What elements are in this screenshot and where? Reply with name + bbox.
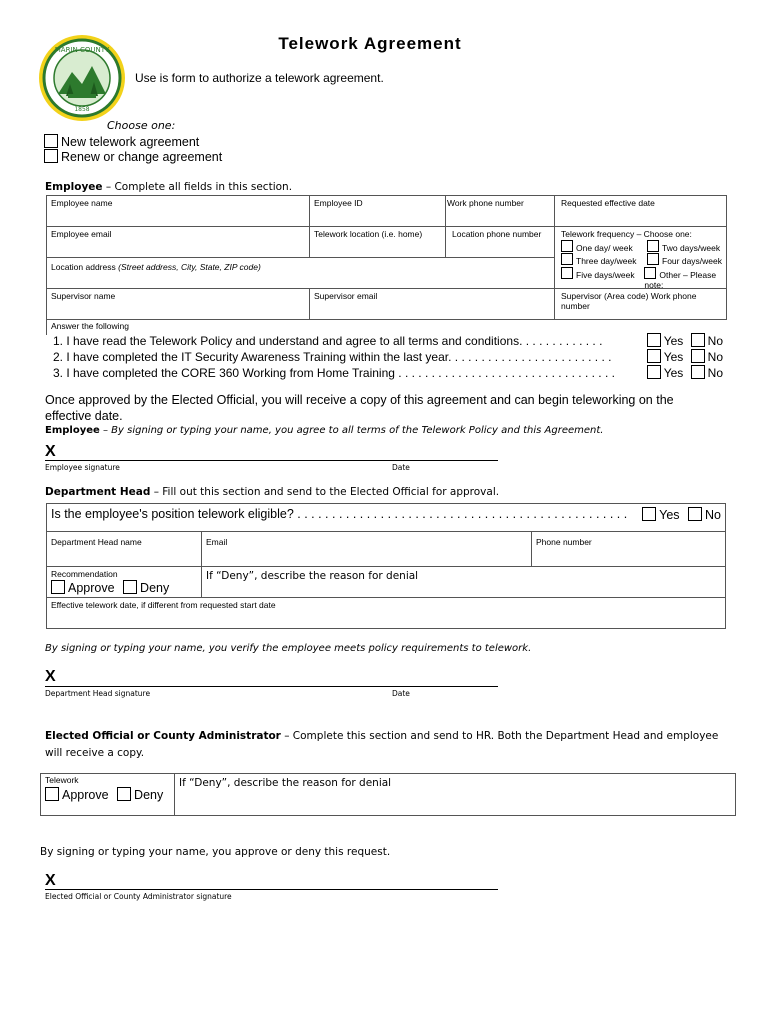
official-sign-note: By signing or typing your name, you approve or deny this request. bbox=[40, 846, 391, 858]
recommendation-box bbox=[47, 567, 202, 598]
yes-label: Yes bbox=[663, 350, 684, 364]
dept-deny-reason-label: If “Deny”, describe the reason for denial bbox=[206, 570, 419, 582]
two-days-label: Two days/week bbox=[662, 242, 721, 253]
work-phone-label: Work phone number bbox=[447, 198, 524, 208]
effective-date-field[interactable] bbox=[555, 196, 727, 227]
supervisor-email-field[interactable] bbox=[310, 289, 555, 320]
one-day-label: One day/ week bbox=[576, 242, 633, 253]
dept-effective-date-label: Effective telework date, if different from requested start date bbox=[51, 600, 276, 610]
yes-label: Yes bbox=[663, 366, 684, 380]
work-phone-field[interactable] bbox=[446, 196, 555, 227]
official-telework-label: Telework bbox=[45, 775, 79, 785]
dept-head-name-label: Department Head name bbox=[51, 537, 142, 547]
question-list bbox=[53, 333, 723, 381]
question-3-text: 3. I have completed the CORE 360 Working from Home Training . . . . . . . . . . . . . . . . . . . . . . . . . . . . . . . . . bbox=[53, 366, 615, 380]
seal-year: 1858 bbox=[74, 106, 90, 113]
no-label: No bbox=[707, 366, 723, 380]
four-days-checkbox[interactable] bbox=[647, 253, 659, 265]
official-decision-box bbox=[41, 774, 175, 816]
official-section-heading bbox=[45, 728, 725, 762]
question-row bbox=[53, 365, 723, 381]
dept-table bbox=[46, 503, 726, 629]
official-heading-bold: Elected Official or County Administrator bbox=[45, 730, 281, 742]
page-title: Telework Agreement bbox=[278, 34, 462, 53]
employee-heading-instruction: – Complete all fields in this section. bbox=[102, 181, 293, 193]
five-days-checkbox[interactable] bbox=[561, 267, 573, 279]
supervisor-email-label: Supervisor email bbox=[314, 291, 378, 301]
dept-signature-label: Department Head signature bbox=[45, 689, 151, 698]
official-deny-label: Deny bbox=[134, 788, 164, 802]
two-days-checkbox[interactable] bbox=[647, 240, 659, 252]
telework-location-label: Telework location (i.e. home) bbox=[314, 229, 423, 239]
official-signature-line[interactable] bbox=[45, 877, 498, 890]
employee-name-label: Employee name bbox=[51, 198, 113, 208]
employee-heading-bold: Employee bbox=[45, 181, 103, 193]
renew-agreement-checkbox[interactable] bbox=[44, 149, 58, 163]
question-2-text: 2. I have completed the IT Security Awareness Training within the last year. . . . . . . . . . . . . . . . . . . . . . . . . bbox=[53, 350, 612, 364]
telework-location-field[interactable] bbox=[310, 227, 446, 258]
seal-top-text: MARIN COUNTY bbox=[54, 46, 110, 54]
no-label: No bbox=[707, 334, 723, 348]
telework-frequency-box bbox=[555, 227, 727, 289]
dept-email-field[interactable] bbox=[202, 532, 532, 567]
dept-deny-reason-field[interactable] bbox=[202, 567, 726, 598]
employee-name-field[interactable] bbox=[47, 196, 310, 227]
page-subtitle: Use is form to authorize a telework agreement. bbox=[135, 71, 384, 85]
dept-section-heading bbox=[45, 486, 499, 498]
no-label: No bbox=[707, 350, 723, 364]
employee-section-heading bbox=[45, 181, 292, 193]
question-2-yes-checkbox[interactable] bbox=[647, 349, 661, 363]
official-approve-label: Approve bbox=[62, 788, 109, 802]
location-address-field[interactable] bbox=[47, 258, 555, 289]
official-heading-instruction: – Complete this section and send to HR. Both the Department Head and employee will receive a copy. bbox=[45, 730, 719, 759]
question-1-no-checkbox[interactable] bbox=[691, 333, 705, 347]
five-days-label: Five days/week bbox=[576, 269, 635, 280]
official-deny-reason-label: If “Deny”, describe the reason for denial bbox=[179, 777, 392, 789]
location-phone-label: Location phone number bbox=[452, 229, 542, 239]
location-address-label: Location address bbox=[51, 262, 116, 272]
employee-table bbox=[46, 195, 727, 335]
supervisor-phone-field[interactable] bbox=[555, 289, 727, 320]
eligible-no-label: No bbox=[705, 508, 721, 522]
employee-email-field[interactable] bbox=[47, 227, 310, 258]
one-day-checkbox[interactable] bbox=[561, 240, 573, 252]
three-day-label: Three day/week bbox=[576, 256, 637, 266]
dept-signature-x: X bbox=[45, 668, 56, 685]
answer-following-label: Answer the following bbox=[51, 321, 129, 331]
option-renew-agreement[interactable] bbox=[44, 149, 222, 164]
frequency-label: Telework frequency – Choose one: bbox=[561, 229, 692, 239]
employee-signature-x: X bbox=[45, 443, 56, 460]
question-2-no-checkbox[interactable] bbox=[691, 349, 705, 363]
question-row bbox=[53, 333, 723, 349]
new-agreement-checkbox[interactable] bbox=[44, 134, 58, 148]
question-1-text: 1. I have read the Telework Policy and understand and agree to all terms and conditions. . . . . . . . . . . . . bbox=[53, 334, 603, 348]
employee-signature-line[interactable] bbox=[45, 448, 498, 461]
official-table bbox=[40, 773, 736, 816]
supervisor-name-label: Supervisor name bbox=[51, 291, 116, 301]
other-checkbox[interactable] bbox=[644, 267, 656, 279]
question-1-yes-checkbox[interactable] bbox=[647, 333, 661, 347]
new-agreement-label: New telework agreement bbox=[61, 135, 200, 149]
location-phone-field[interactable] bbox=[446, 227, 555, 258]
employee-id-field[interactable] bbox=[310, 196, 446, 227]
eligible-yes-checkbox[interactable] bbox=[642, 507, 656, 521]
official-deny-checkbox[interactable] bbox=[117, 787, 131, 801]
three-day-checkbox[interactable] bbox=[561, 253, 573, 265]
question-3-yes-checkbox[interactable] bbox=[647, 365, 661, 379]
supervisor-name-field[interactable] bbox=[47, 289, 310, 320]
employee-date-label: Date bbox=[392, 463, 410, 472]
dept-phone-label: Phone number bbox=[536, 537, 592, 547]
recommend-deny-checkbox[interactable] bbox=[123, 580, 137, 594]
question-3-no-checkbox[interactable] bbox=[691, 365, 705, 379]
employee-email-label: Employee email bbox=[51, 229, 112, 239]
dept-heading-bold: Department Head bbox=[45, 486, 151, 498]
employee-sign-note-text: – By signing or typing your name, you agree to all terms of the Telework Policy and this Agreement. bbox=[99, 425, 604, 436]
yes-label: Yes bbox=[663, 334, 684, 348]
dept-email-label: Email bbox=[206, 537, 228, 547]
official-approve-checkbox[interactable] bbox=[45, 787, 59, 801]
option-new-agreement[interactable] bbox=[44, 134, 199, 149]
official-signature-x: X bbox=[45, 872, 56, 889]
employee-sign-note-bold: Employee bbox=[45, 425, 100, 436]
dept-sign-note: By signing or typing your name, you verify the employee meets policy requirements to telework. bbox=[45, 643, 532, 654]
four-days-label: Four days/week bbox=[662, 256, 722, 266]
dept-phone-field[interactable] bbox=[532, 532, 726, 567]
dept-effective-date-field[interactable] bbox=[47, 598, 726, 629]
dept-date-label: Date bbox=[392, 689, 410, 698]
recommendation-label: Recommendation bbox=[51, 569, 118, 579]
eligible-no-checkbox[interactable] bbox=[688, 507, 702, 521]
location-address-hint: (Street address, City, State, ZIP code) bbox=[118, 262, 261, 272]
recommend-deny-label: Deny bbox=[140, 581, 170, 595]
dept-heading-instruction: – Fill out this section and send to the Elected Official for approval. bbox=[150, 486, 500, 498]
dept-head-name-field[interactable] bbox=[47, 532, 202, 567]
supervisor-phone-label: Supervisor (Area code) Work phone number bbox=[561, 291, 697, 311]
employee-sign-note bbox=[45, 425, 603, 436]
official-deny-reason-field[interactable] bbox=[175, 774, 736, 816]
recommend-approve-label: Approve bbox=[68, 581, 115, 595]
question-row bbox=[53, 349, 723, 365]
eligible-question: Is the employee's position telework eligible? . . . . . . . . . . . . . . . . . . . . . . . . . . . . . . . . . . . . . . . . . . . . . . . . bbox=[51, 507, 628, 521]
approval-note: Once approved by the Elected Official, you will receive a copy of this agreement and can begin teleworking on the effective date. bbox=[45, 393, 674, 423]
choose-one-label: Choose one: bbox=[107, 119, 176, 132]
official-signature-label: Elected Official or County Administrator signature bbox=[45, 892, 232, 901]
dept-signature-line[interactable] bbox=[45, 674, 498, 687]
other-label: Other – Please note: bbox=[644, 269, 717, 290]
recommend-approve-checkbox[interactable] bbox=[51, 580, 65, 594]
employee-id-label: Employee ID bbox=[314, 198, 363, 208]
eligible-row bbox=[47, 504, 726, 532]
employee-signature-label: Employee signature bbox=[45, 463, 120, 472]
renew-agreement-label: Renew or change agreement bbox=[61, 150, 223, 164]
eligible-yes-label: Yes bbox=[659, 508, 680, 522]
effective-date-label: Requested effective date bbox=[561, 198, 655, 208]
